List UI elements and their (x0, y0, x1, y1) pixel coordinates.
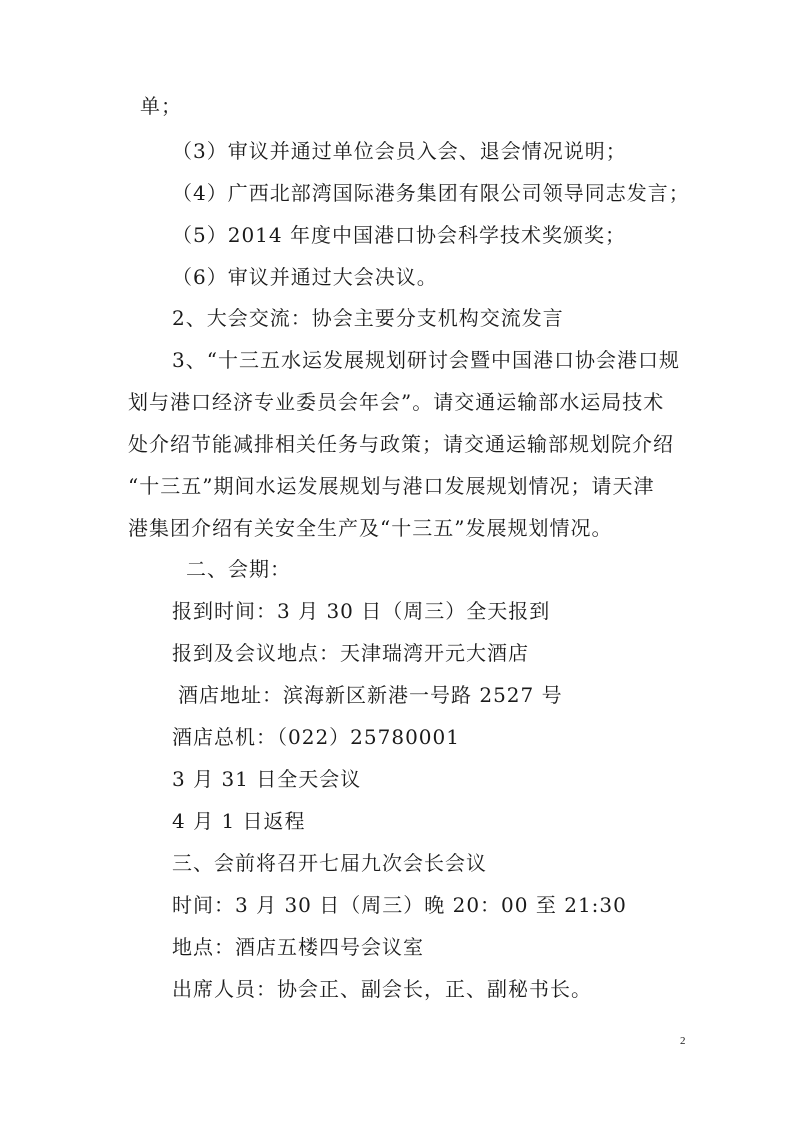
text-line-21: 地点：酒店五楼四号会议室 (172, 935, 424, 959)
text-line-8: 划与港口经济专业委员会年会”。请交通运输部水运局技术 (128, 390, 665, 414)
text-line-16: 酒店总机：（022）25780001 (172, 725, 460, 749)
text-line-5: （6）审议并通过大会决议。 (172, 265, 438, 289)
text-line-4: （5）2014 年度中国港口协会科学技术奖颁奖； (172, 223, 626, 247)
text-line-10: “十三五”期间水运发展规划与港口发展规划情况；请天津 (128, 474, 655, 498)
text-line-6: 2、大会交流：协会主要分支机构交流发言 (172, 306, 564, 330)
text-line-3: （4）广西北部湾国际港务集团有限公司领导同志发言； (172, 181, 690, 205)
text-line-13: 报到时间：3 月 30 日（周三）全天报到 (172, 599, 551, 623)
text-line-9: 处介绍节能减排相关任务与政策；请交通运输部规划院介绍 (128, 432, 674, 456)
page-number: 2 (680, 1035, 686, 1047)
text-line-17: 3 月 31 日全天会议 (172, 767, 362, 791)
text-line-14: 报到及会议地点：天津瑞湾开元大酒店 (172, 641, 529, 665)
text-line-22: 出席人员：协会正、副会长，正、副秘书长。 (172, 977, 592, 1001)
text-line-19: 三、会前将召开七届九次会长会议 (172, 851, 487, 875)
text-line-7: 3、“十三五水运发展规划研讨会暨中国港口协会港口规 (172, 348, 680, 372)
text-line-20: 时间：3 月 30 日（周三）晚 20：00 至 21:30 (172, 893, 627, 917)
text-line-2: （3）审议并通过单位会员入会、退会情况说明； (172, 139, 627, 163)
text-line-18: 4 月 1 日返程 (172, 809, 306, 833)
text-line-15: 酒店地址：滨海新区新港一号路 2527 号 (178, 683, 563, 707)
text-line-1: 单； (140, 94, 182, 118)
text-line-11: 港集团介绍有关安全生产及“十三五”发展规划情况。 (128, 516, 613, 540)
text-line-12: 二、会期： (186, 557, 291, 581)
